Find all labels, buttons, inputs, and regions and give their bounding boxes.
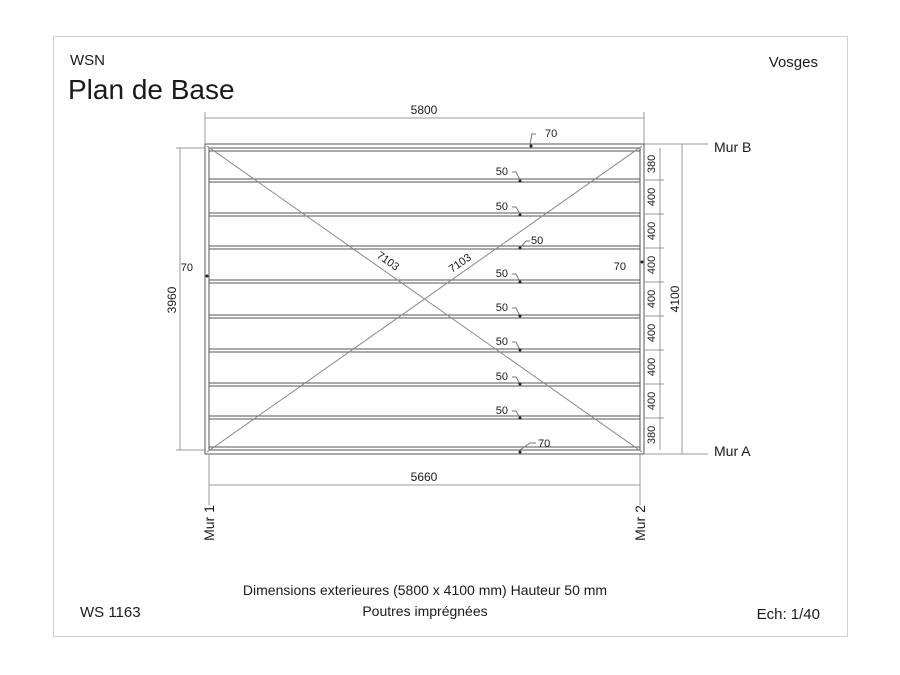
location-label: Vosges [768,54,818,71]
spacing-label: 380 [646,154,658,174]
joist-label: 50 [495,405,508,417]
spacing-label: 400 [646,255,658,275]
scale-label: Ech: 1/40 [756,606,820,623]
joist-labels [496,166,544,417]
spacing-label: 400 [646,391,658,411]
joist-label: 50 [495,166,508,178]
joist-label: 50 [495,336,508,348]
wall-label-mur-1: Mur 1 [201,505,217,541]
spacing-label: 380 [646,425,658,445]
joist-label: 50 [495,201,508,213]
spacing-label: 400 [646,187,658,207]
joist-label: 50 [495,371,508,383]
joist-label: 50 [495,302,508,314]
leader-lines [512,134,536,450]
wall-label-mur-2: Mur 2 [632,505,648,541]
diagonal-length-1: 7103 [374,249,402,274]
frame-left-label: 70 [180,262,193,274]
joist-label: 50 [531,235,544,247]
dim-top-width: 5800 [410,103,438,117]
dimensions-caption: Dimensions exterieures (5800 x 4100 mm) Hauteur 50 mm [242,582,608,598]
diagonal-length-2: 7103 [446,251,474,276]
dim-inner-height: 3960 [165,286,179,314]
dim-bottom-width: 5660 [410,470,438,484]
material-caption: Poutres imprégnées [362,603,488,619]
dim-overall-height: 4100 [668,285,682,313]
spacing-labels [646,155,658,444]
spacing-label: 400 [646,357,658,377]
reference-code: WS 1163 [80,604,141,621]
frame-right-label: 70 [613,261,626,273]
bottom-beam-label: 70 [538,438,551,450]
joist-label: 50 [495,268,508,280]
spacing-label: 400 [646,289,658,309]
company-label: WSN [70,52,105,69]
page-title: Plan de Base [68,74,235,105]
wall-label-mur-b: Mur B [714,139,752,155]
spacing-label: 400 [646,323,658,343]
spacing-label: 400 [646,221,658,241]
wall-label-mur-a: Mur A [714,443,751,459]
top-beam-label: 70 [545,128,558,140]
